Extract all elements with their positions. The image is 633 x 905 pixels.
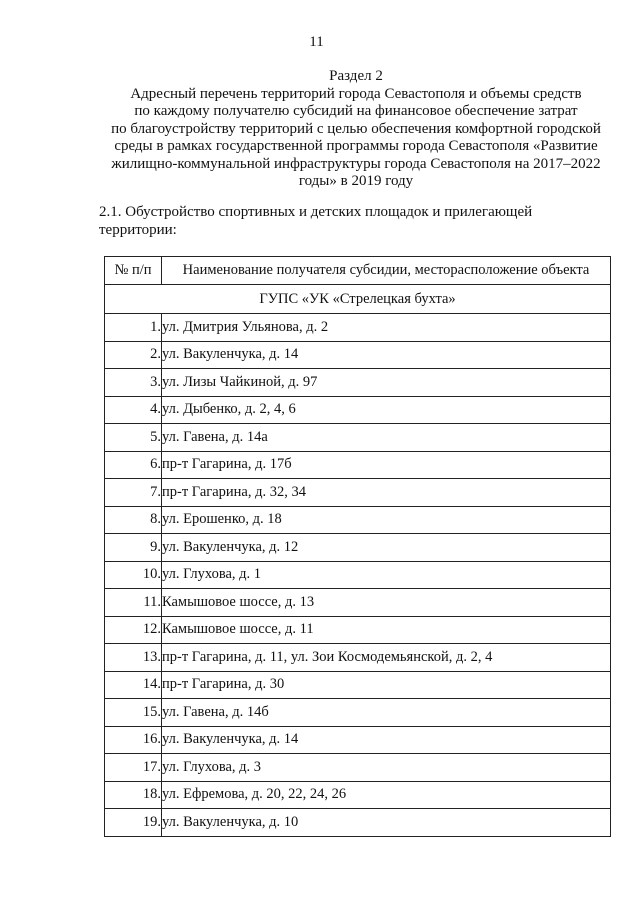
table-row: [105, 506, 611, 534]
row-number: 16.: [105, 726, 162, 754]
header-recipient: Наименование получателя субсидии, месторасположение объекта: [162, 257, 611, 285]
row-location: ул. Вакуленчука, д. 14: [162, 726, 611, 754]
table-row: [105, 671, 611, 699]
organization-name: ГУПС «УК «Стрелецкая бухта»: [105, 285, 611, 314]
row-number: 2.: [105, 341, 162, 369]
address-table: [104, 256, 611, 837]
table-row: [105, 699, 611, 727]
row-number: 13.: [105, 644, 162, 672]
row-number: 18.: [105, 781, 162, 809]
table-row: [105, 534, 611, 562]
row-number: 7.: [105, 479, 162, 507]
row-number: 12.: [105, 616, 162, 644]
row-location: пр-т Гагарина, д. 30: [162, 671, 611, 699]
row-location: ул. Вакуленчука, д. 14: [162, 341, 611, 369]
table-row: [105, 479, 611, 507]
section-line: Адресный перечень территорий города Севастополя и объемы средств: [130, 85, 582, 102]
table-row: [105, 561, 611, 589]
organization-row: [105, 285, 611, 314]
section-line: по каждому получателю субсидий на финансовое обеспечение затрат: [134, 103, 578, 119]
header-number: № п/п: [105, 257, 162, 285]
table-row: [105, 644, 611, 672]
table-row: [105, 341, 611, 369]
row-number: 5.: [105, 424, 162, 452]
table-row: [105, 616, 611, 644]
row-location: Камышовое шоссе, д. 13: [162, 589, 611, 617]
row-number: 4.: [105, 396, 162, 424]
table-header-row: [105, 257, 611, 285]
row-number: 14.: [105, 671, 162, 699]
row-number: 17.: [105, 754, 162, 782]
row-location: ул. Дыбенко, д. 2, 4, 6: [162, 396, 611, 424]
row-number: 19.: [105, 809, 162, 837]
row-location: пр-т Гагарина, д. 17б: [162, 451, 611, 479]
section-heading: [96, 68, 616, 191]
section-line: по благоустройству территорий с целью обеспечения комфортной городской: [111, 120, 601, 137]
table-row: [105, 396, 611, 424]
table-row: [105, 589, 611, 617]
row-number: 11.: [105, 589, 162, 617]
row-location: ул. Гавена, д. 14б: [162, 699, 611, 727]
subsection-line: территории:: [99, 221, 177, 238]
section-line: жилищно-коммунальной инфраструктуры города Севастополя на 2017–2022: [111, 155, 601, 172]
row-number: 9.: [105, 534, 162, 562]
table-row: [105, 781, 611, 809]
table-row: [105, 726, 611, 754]
row-number: 1.: [105, 314, 162, 342]
row-location: Камышовое шоссе, д. 11: [162, 616, 611, 644]
row-location: ул. Ерошенко, д. 18: [162, 506, 611, 534]
row-location: ул. Глухова, д. 3: [162, 754, 611, 782]
subsection-line: 2.1. Обустройство спортивных и детских площадок и прилегающей: [99, 204, 533, 220]
row-location: пр-т Гагарина, д. 32, 34: [162, 479, 611, 507]
section-line: годы» в 2019 году: [298, 173, 414, 189]
page-number: 11: [309, 34, 324, 50]
row-location: пр-т Гагарина, д. 11, ул. Зои Космодемьянской, д. 2, 4: [162, 644, 611, 672]
row-location: ул. Гавена, д. 14а: [162, 424, 611, 452]
table-row: [105, 451, 611, 479]
table-row: [105, 754, 611, 782]
table-row: [105, 424, 611, 452]
row-location: ул. Ефремова, д. 20, 22, 24, 26: [162, 781, 611, 809]
row-location: ул. Вакуленчука, д. 12: [162, 534, 611, 562]
table-row: [105, 809, 611, 837]
row-number: 8.: [105, 506, 162, 534]
row-location: ул. Лизы Чайкиной, д. 97: [162, 369, 611, 397]
table-row: [105, 369, 611, 397]
row-number: 10.: [105, 561, 162, 589]
section-title: Раздел 2: [329, 68, 383, 84]
row-location: ул. Глухова, д. 1: [162, 561, 611, 589]
subsection-heading: [99, 204, 609, 239]
row-number: 6.: [105, 451, 162, 479]
row-location: ул. Дмитрия Ульянова, д. 2: [162, 314, 611, 342]
row-location: ул. Вакуленчука, д. 10: [162, 809, 611, 837]
table-row: [105, 314, 611, 342]
section-line: среды в рамках государственной программы города Севастополя «Развитие: [114, 138, 598, 154]
row-number: 3.: [105, 369, 162, 397]
row-number: 15.: [105, 699, 162, 727]
